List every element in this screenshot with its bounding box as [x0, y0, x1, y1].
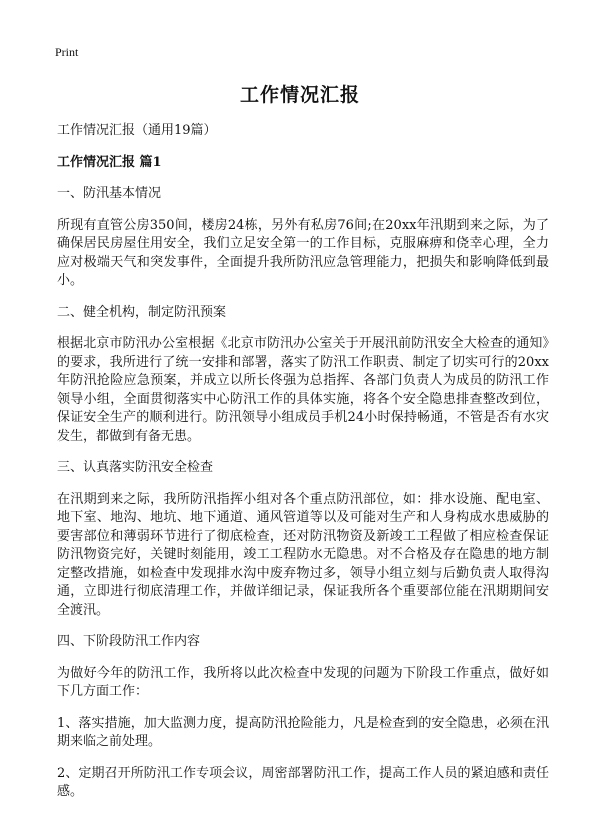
paragraph: 在汛期到来之际，我所防汛指挥小组对各个重点防汛部位，如：排水设施、配电室、地下室、地沟、地坑、地下通道、通风管道等以及可能对生产和人身构成水患威胁的要害部位和薄弱环节进行了彻底检查，还对防汛物资及新竣工工程做了相应检查保证防汛物资完好，关键时刻能用，竣工工程防水无隐患。对不合格及存在隐患的地方制定整改措施，如检查中发现排水沟中废弃物过多，领导小组立刻与后勤负责人取得沟通，立即进行彻底清理工作，并做详细记录，保证我所各个重要部位能在汛期期间安全渡汛。: [57, 491, 549, 618]
document-subtitle: 工作情况汇报（通用19篇）: [57, 123, 217, 138]
paragraph: 1、落实措施，加大监测力度，提高防汛抢险能力，凡是检查到的安全隐患，必须在汛期来临之前处理。: [57, 715, 549, 749]
print-link[interactable]: Print: [55, 45, 79, 59]
section-heading-1: 一、防汛基本情况: [57, 186, 162, 201]
section-heading-2: 二、健全机构，制定防汛预案: [57, 304, 227, 320]
section-heading-3: 三、认真落实防汛安全检查: [57, 460, 214, 475]
section-heading-4: 四、下阶段防汛工作内容: [57, 634, 201, 649]
document-body: [57, 122, 549, 814]
paragraph: 2、定期召开所防汛工作专项会议，周密部署防汛工作，提高工作人员的紧迫感和责任感。: [57, 765, 549, 799]
paragraph: 为做好今年的防汛工作，我所将以此次检查中发现的问题为下阶段工作重点，做好如下几方面工作：: [57, 665, 549, 699]
page-title: 工作情况汇报: [239, 84, 360, 106]
paragraph: 所现有直管公房350间，楼房24栋，另外有私房76间;在20xx年汛期到来之际，为了确保居民房屋住用安全，我们立足安全第一的工作目标，克服麻痹和侥幸心理，全力应对极端天气和突发事件，全面提升我所防汛应急管理能力，把损失和影响降低到最小。: [57, 217, 549, 288]
paragraph: 根据北京市防汛办公室根据《北京市防汛办公室关于开展汛前防汛安全大检查的通知》的要求，我所进行了统一安排和部署，落实了防汛工作职责、制定了切实可行的20xx年防汛抢险应急预案，并成立以所长佟强为总指挥、各部门负责人为成员的防汛工作领导小组，全面贯彻落实中心防汛工作的具体实施，将各个安全隐患排查整改到位，保证安全生产的顺利进行。防汛领导小组成员手机24小时保持畅通，不管是否有水灾发生，都做到有备无患。: [57, 336, 549, 444]
part-title: 工作情况汇报 篇1: [57, 154, 162, 170]
